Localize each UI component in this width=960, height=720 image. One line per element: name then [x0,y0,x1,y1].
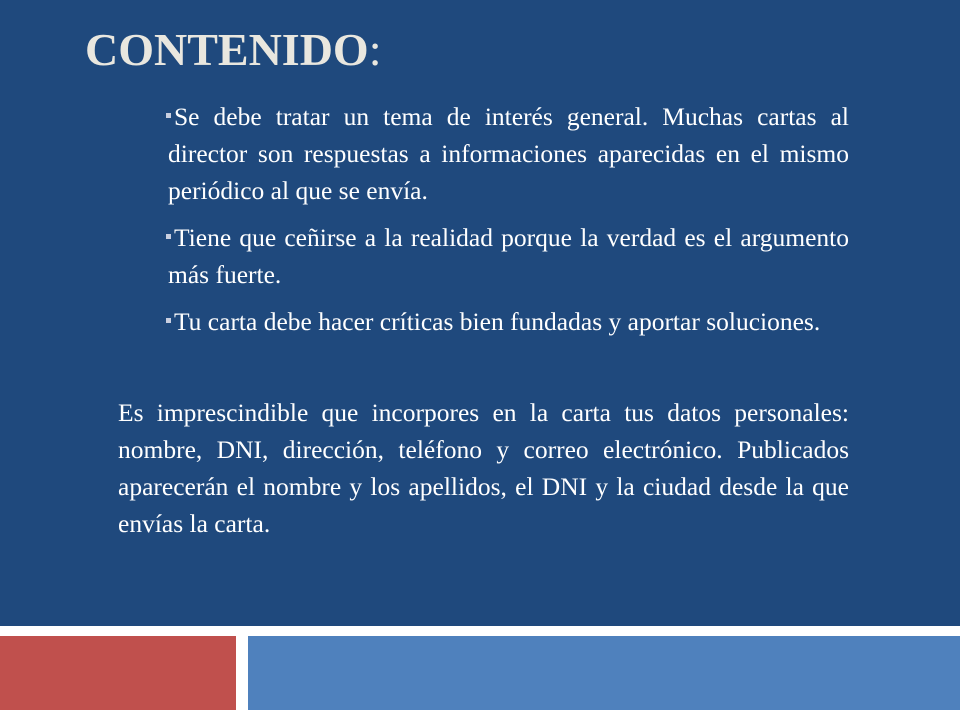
bullet-text: Tu carta debe hacer críticas bien fundadas y aportar soluciones. [174,307,821,336]
bullet-item [168,98,849,209]
bullet-square-icon [166,318,171,323]
bullet-text: Se debe tratar un tema de interés general. Muchas cartas al director son respuestas a informaciones aparecidas en el mismo periódico al que se envía. [168,102,849,205]
footer-red-bar [0,636,236,710]
slide-title-colon: : [368,24,382,75]
footer-blue-bar [248,636,960,710]
bullet-list [168,98,849,350]
slide-title [85,22,382,78]
bullet-square-icon [166,234,171,239]
bullet-item [168,219,849,293]
bullet-text: Tiene que ceñirse a la realidad porque la verdad es el argumento más fuerte. [168,223,849,289]
body-paragraph: Es imprescindible que incorpores en la carta tus datos personales: nombre, DNI, dirección, teléfono y correo electrónico. Publicados aparecerán el nombre y los apellidos, el DNI y la ciudad desde la que envías la carta. [118,398,849,538]
bullet-item [168,303,849,340]
slide-title-word: CONTENIDO [85,24,369,75]
bullet-square-icon [166,113,171,118]
